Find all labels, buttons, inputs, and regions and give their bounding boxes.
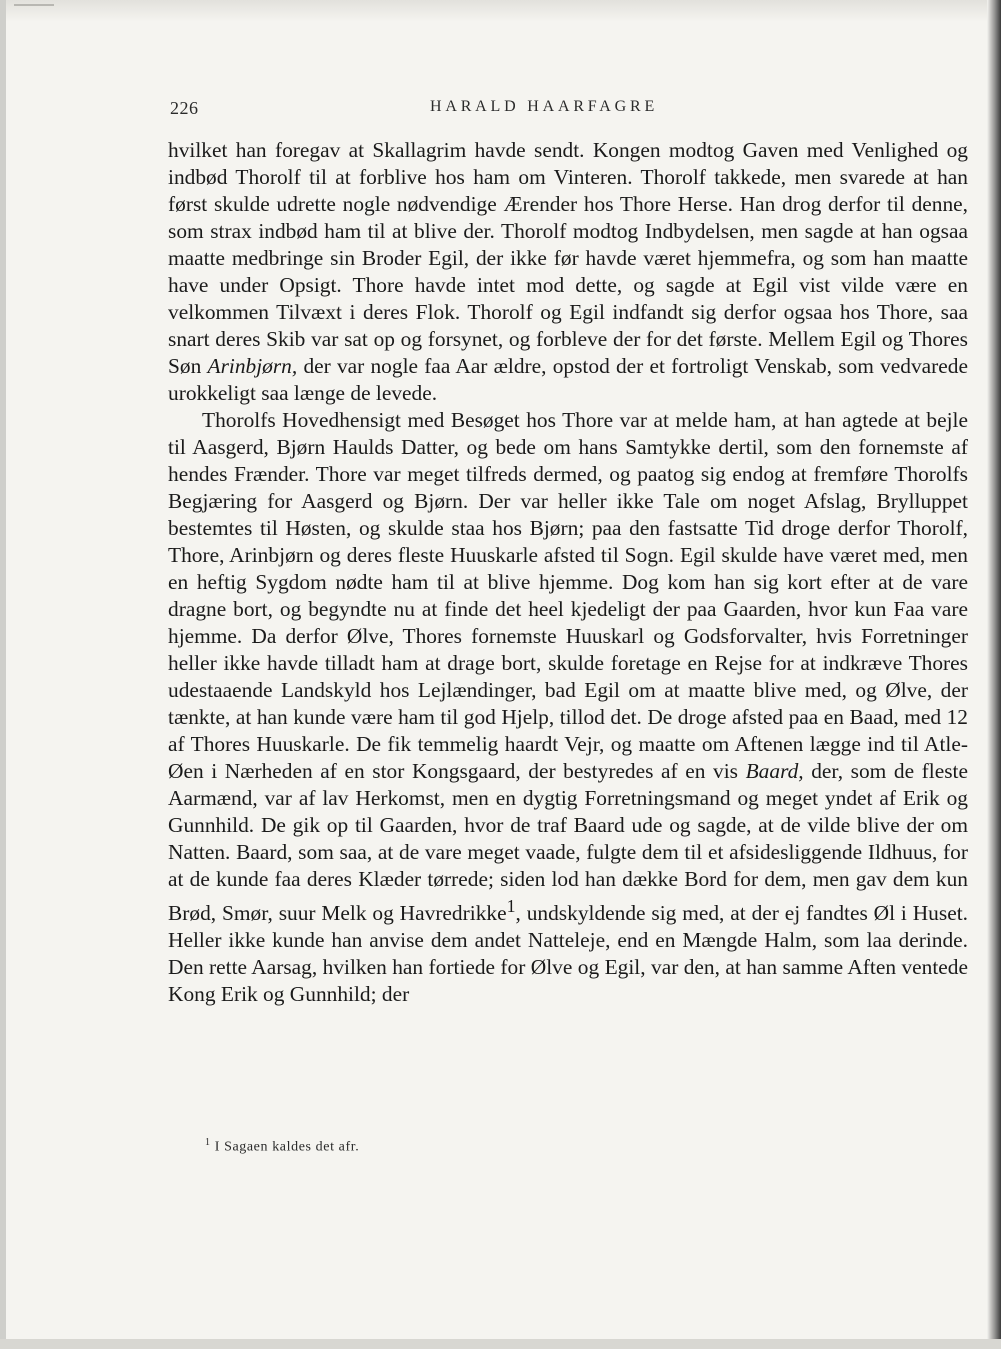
paragraph-1 [168, 137, 968, 407]
footnote-text: I Sagaen kaldes det afr. [210, 1139, 360, 1155]
body-text [168, 137, 968, 1008]
paragraph-2 [168, 407, 968, 1008]
scan-edge-bottom [0, 1339, 1001, 1349]
scan-corner-mark [14, 4, 54, 6]
paragraph-2-text-a: Thorolfs Hovedhensigt med Besøget hos Thore var at melde ham, at han agtede at bejle til Aasgerd, Bjørn Haulds Datter, og bede om hans Samtykke dertil, som den fornemste af hendes Frænder. Thore var meget tilfreds dermed, og paatog sig endog at fremføre Thorolfs Begjæring for Aasgerd og Bjørn. Der var heller ikke Tale om noget Afslag, Brylluppet bestemtes til Høsten, og skulde staa hos Bjørn; paa den fastsatte Tid droge derfor Thorolf, Thore, Arinbjørn og deres fleste Huuskarle afsted til Sogn. Egil skulde have været med, men en heftig Sygdom nødte ham til at blive hjemme. Dog kom han sig kort efter at de vare dragne bort, og begyndte nu at finde det heel kjedeligt der paa Gaarden, hvor kun Faa vare hjemme. Da derfor Ølve, Thores fornemste Huuskarl og Godsforvalter, hvis Forretninger heller ikke havde tilladt ham at drage bort, skulde foretage en Rejse for at indkræve Thores udestaaende Landskyld hos Lejlændinger, bad Egil om at maatte blive med, og Ølve, der tænkte, at han kunde være ham til god Hjelp, tillod det. De droge afsted paa en Baad, med 12 af Thores Huuskarle. De fik temmelig haardt Vejr, og maatte om Aftenen lægge ind til Atle-Øen i Nærheden af en stor Kongsgaard, der bestyredes af en vis [168, 408, 968, 783]
name-baard: Baard, [745, 759, 804, 783]
paragraph-2-text-b: der, som de fleste Aarmænd, var af lav Herkomst, men en dygtig Forretningsmand og meget yndet af Erik og Gunnhild. De gik op til Gaarden, hvor de traf Baard ude og sagde, at de vilde blive der om Natten. Baard, som saa, at de vare meget vaade, fulgte dem til et afsidesliggende Ildhuus, for at de kunde faa deres Klæder tørrede; siden lod han dække Bord for dem, men gav dem kun Brød, Smør, suur Melk og Havredrikke [168, 759, 968, 926]
paragraph-2-text-c: , undskyldende sig med, at der ej fandtes Øl i Huset. Heller ikke kunde han anvise dem andet Natteleje, end en Mængde Halm, som laa derinde. Den rette Aarsag, hvilken han fortiede for Ølve og Egil, var den, at han samme Aften ventede Kong Erik og Gunnhild; der [168, 901, 968, 1007]
running-head [170, 98, 970, 122]
scan-edge-top [0, 0, 1001, 22]
scan-edge-right [987, 0, 1001, 1349]
footnote [205, 1137, 359, 1156]
page-number: 226 [170, 98, 199, 118]
scan-edge-left [0, 0, 6, 1349]
paragraph-1-text-a: hvilket han foregav at Skallagrim havde sendt. Kongen modtog Gaven med Venlighed og indbød Thorolf til at forblive hos ham om Vinteren. Thorolf takkede, men svarede at han først skulde udrette nogle nødvendige Ærender hos Thore Herse. Han drog derfor til denne, som strax indbød ham til at blive der. Thorolf modtog Indbydelsen, men sagde at han ogsaa maatte medbringe sin Broder Egil, der ikke før havde været hjemmefra, og som han maatte have under Opsigt. Thore havde intet mod dette, og sagde at Egil vist vilde være en velkommen Tilvæxt i deres Flok. Thorolf og Egil indfandt sig derfor ogsaa hos Thore, saa snart deres Skib var sat op og forsynet, og forbleve der for det første. Mellem Egil og Thores Søn [168, 138, 968, 378]
footnote-marker: 1 [205, 1137, 211, 1148]
name-arinbjorn: Arinbjørn, [207, 354, 298, 378]
running-title: HARALD HAARFAGRE [430, 98, 659, 115]
footnote-reference: 1 [506, 896, 516, 916]
paragraph-1-text-b: der var nogle faa Aar ældre, opstod der et fortroligt Venskab, som vedvarede urokkeligt saa længe de levede. [168, 354, 968, 405]
